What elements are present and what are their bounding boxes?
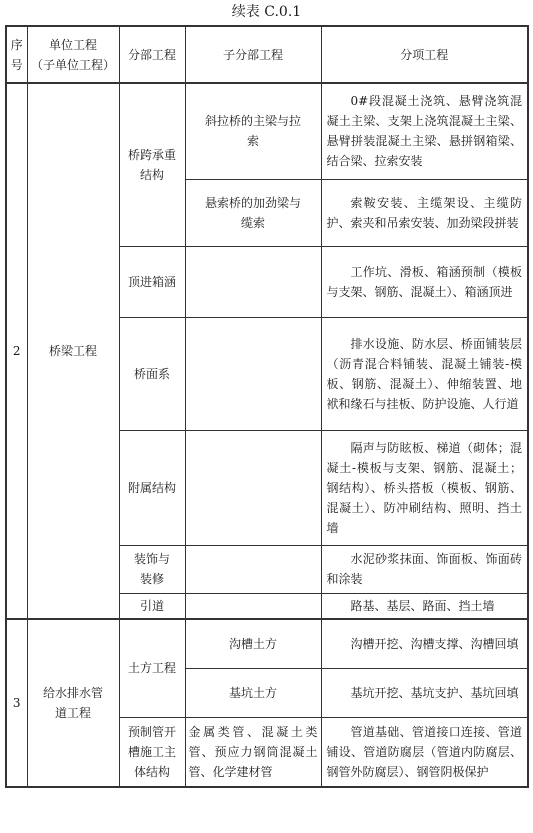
item-cell: 基坑开挖、基坑支护、基坑回填 xyxy=(321,668,528,717)
seq-cell: 2 xyxy=(6,83,27,619)
table-caption: 续表 C.0.1 xyxy=(231,4,302,20)
unit-cell: 给水排水管道工程 xyxy=(27,619,119,787)
subdivision-cell: 悬索桥的加劲梁与缆索 xyxy=(185,179,321,246)
item-cell: 路基、基层、路面、挡土墙 xyxy=(321,593,528,619)
header-item: 分项工程 xyxy=(321,26,528,83)
subdivision-cell xyxy=(185,430,321,545)
division-cell: 引道 xyxy=(119,593,185,619)
subdivision-cell: 斜拉桥的主梁与拉索 xyxy=(185,83,321,179)
division-cell: 顶进箱涵 xyxy=(119,246,185,317)
seq-cell: 3 xyxy=(6,619,27,787)
division-cell: 装饰与装修 xyxy=(119,545,185,593)
subdivision-cell xyxy=(185,593,321,619)
subdivision-cell xyxy=(185,317,321,430)
table-row xyxy=(6,83,528,179)
item-cell: 0#段混凝土浇筑、悬臂浇筑混凝土主梁、支架上浇筑混凝土主梁、悬臂拼装混凝土主梁、悬拼钢箱梁、结合梁、拉索安装 xyxy=(321,83,528,179)
subdivision-cell: 金属类管、混凝土类管、预应力钢筒混凝土管、化学建材管 xyxy=(185,717,321,787)
division-cell: 附属结构 xyxy=(119,430,185,545)
subdivision-cell: 基坑土方 xyxy=(185,668,321,717)
item-cell: 隔声与防眩板、梯道（砌体；混凝土-模板与支架、钢筋、混凝土；钢结构）、桥头搭板（模板、钢筋、混凝土）、防冲刷结构、照明、挡土墙 xyxy=(321,430,528,545)
division-cell: 桥面系 xyxy=(119,317,185,430)
unit-cell: 桥梁工程 xyxy=(27,83,119,619)
item-cell: 排水设施、防水层、桥面铺装层（沥青混合料铺装、混凝土铺装-模板、钢筋、混凝土）、伸缩装置、地袱和缘石与挂板、防护设施、人行道 xyxy=(321,317,528,430)
header-row xyxy=(6,26,528,83)
item-cell: 管道基础、管道接口连接、管道铺设、管道防腐层（管道内防腐层、钢管外防腐层）、钢管阴极保护 xyxy=(321,717,528,787)
header-seq: 序号 xyxy=(6,26,27,83)
header-unit: 单位工程 （子单位工程） xyxy=(27,26,119,83)
project-division-table xyxy=(5,25,529,788)
header-subdivision: 子分部工程 xyxy=(185,26,321,83)
division-cell: 桥跨承重结构 xyxy=(119,83,185,246)
header-division: 分部工程 xyxy=(119,26,185,83)
item-cell: 水泥砂浆抹面、饰面板、饰面砖和涂装 xyxy=(321,545,528,593)
item-cell: 工作坑、滑板、箱涵预制（模板与支架、钢筋、混凝土）、箱涵顶进 xyxy=(321,246,528,317)
subdivision-cell xyxy=(185,545,321,593)
subdivision-cell: 沟槽土方 xyxy=(185,619,321,668)
table-row xyxy=(6,619,528,668)
division-cell: 土方工程 xyxy=(119,619,185,717)
division-cell: 预制管开槽施工主体结构 xyxy=(119,717,185,787)
item-cell: 沟槽开挖、沟槽支撑、沟槽回填 xyxy=(321,619,528,668)
subdivision-cell xyxy=(185,246,321,317)
item-cell: 索鞍安装、主缆架设、主缆防护、索夹和吊索安装、加劲梁段拼装 xyxy=(321,179,528,246)
